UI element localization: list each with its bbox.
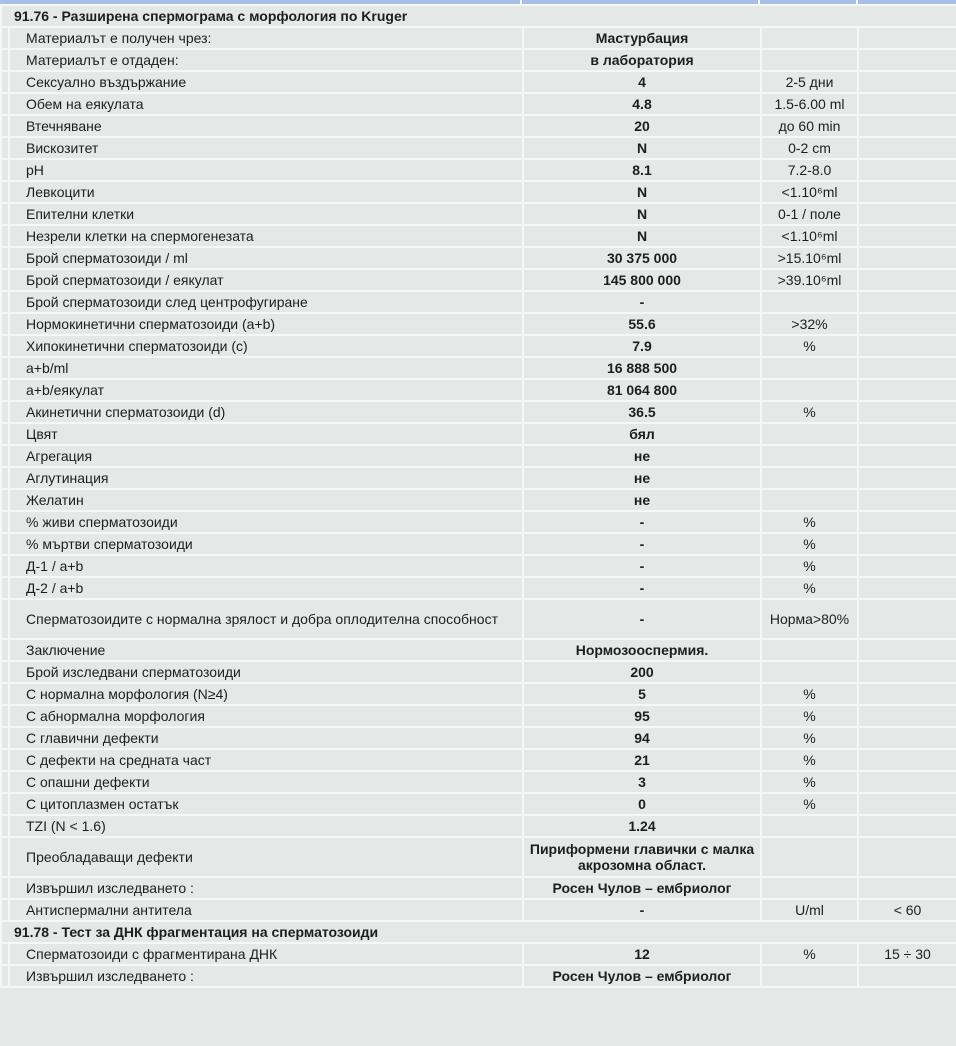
test-reference — [858, 335, 956, 357]
test-value: - — [523, 599, 761, 639]
table-row — [1, 489, 956, 511]
test-value: - — [523, 577, 761, 599]
table-row — [1, 423, 956, 445]
indent-cell — [1, 291, 9, 313]
test-unit: % — [761, 705, 858, 727]
test-name: Обем на еякулата — [9, 93, 523, 115]
test-value: - — [523, 899, 761, 921]
test-value: 12 — [523, 943, 761, 965]
section-title: 91.76 - Разширена спермограма с морфология по Kruger — [1, 5, 956, 27]
test-name: Сексуално въздържание — [9, 71, 523, 93]
test-reference — [858, 313, 956, 335]
test-unit — [761, 291, 858, 313]
test-name: TZI (N < 1.6) — [9, 815, 523, 837]
test-value: Пириформени главички с малка акрозомна област. — [523, 837, 761, 877]
test-unit — [761, 815, 858, 837]
test-value: N — [523, 225, 761, 247]
test-unit: <1.10⁶ml — [761, 225, 858, 247]
test-value: 7.9 — [523, 335, 761, 357]
table-row — [1, 793, 956, 815]
test-unit — [761, 49, 858, 71]
indent-cell — [1, 247, 9, 269]
section-title: 91.78 - Тест за ДНК фрагментация на сперматозоиди — [1, 921, 956, 943]
indent-cell — [1, 639, 9, 661]
test-value: 81 064 800 — [523, 379, 761, 401]
indent-cell — [1, 727, 9, 749]
table-row — [1, 49, 956, 71]
test-name: Сперматозоиди с фрагментирана ДНК — [9, 943, 523, 965]
indent-cell — [1, 379, 9, 401]
table-row — [1, 159, 956, 181]
test-name: Епителни клетки — [9, 203, 523, 225]
indent-cell — [1, 269, 9, 291]
indent-cell — [1, 71, 9, 93]
test-reference — [858, 661, 956, 683]
test-reference — [858, 837, 956, 877]
indent-cell — [1, 357, 9, 379]
test-name: Извършил изследването : — [9, 965, 523, 987]
test-unit — [761, 467, 858, 489]
test-unit — [761, 423, 858, 445]
indent-cell — [1, 577, 9, 599]
test-name: Брой сперматозоиди / ml — [9, 247, 523, 269]
test-name: Желатин — [9, 489, 523, 511]
table-row — [1, 899, 956, 921]
test-name: Аглутинация — [9, 467, 523, 489]
indent-cell — [1, 401, 9, 423]
test-unit — [761, 357, 858, 379]
test-name: С главични дефекти — [9, 727, 523, 749]
table-row — [1, 599, 956, 639]
test-unit: 1.5-6.00 ml — [761, 93, 858, 115]
section-header — [1, 921, 956, 943]
test-unit: >15.10⁶ml — [761, 247, 858, 269]
table-row — [1, 27, 956, 49]
test-reference: 15 ÷ 30 — [858, 943, 956, 965]
test-reference — [858, 115, 956, 137]
test-name: Нормокинетични сперматозоиди (a+b) — [9, 313, 523, 335]
test-reference: < 60 — [858, 899, 956, 921]
indent-cell — [1, 423, 9, 445]
test-unit: % — [761, 335, 858, 357]
test-value: 0 — [523, 793, 761, 815]
table-row — [1, 511, 956, 533]
test-value: не — [523, 445, 761, 467]
test-name: % мъртви сперматозоиди — [9, 533, 523, 555]
section-header — [1, 5, 956, 27]
test-name: % живи сперматозоиди — [9, 511, 523, 533]
test-reference — [858, 815, 956, 837]
indent-cell — [1, 49, 9, 71]
test-name: Вискозитет — [9, 137, 523, 159]
test-value: 5 — [523, 683, 761, 705]
indent-cell — [1, 27, 9, 49]
indent-cell — [1, 599, 9, 639]
indent-cell — [1, 225, 9, 247]
test-reference — [858, 71, 956, 93]
indent-cell — [1, 203, 9, 225]
test-unit: % — [761, 683, 858, 705]
test-name: Д-2 / a+b — [9, 577, 523, 599]
indent-cell — [1, 467, 9, 489]
test-reference — [858, 203, 956, 225]
test-reference — [858, 599, 956, 639]
test-value: 8.1 — [523, 159, 761, 181]
test-reference — [858, 379, 956, 401]
test-reference — [858, 225, 956, 247]
test-value: не — [523, 467, 761, 489]
test-name: С цитоплазмен остатък — [9, 793, 523, 815]
table-row — [1, 815, 956, 837]
indent-cell — [1, 555, 9, 577]
test-reference — [858, 159, 956, 181]
indent-cell — [1, 899, 9, 921]
test-reference — [858, 705, 956, 727]
test-value: Мастурбация — [523, 27, 761, 49]
test-name: С абнормална морфология — [9, 705, 523, 727]
test-value: - — [523, 511, 761, 533]
table-row — [1, 771, 956, 793]
test-reference — [858, 27, 956, 49]
test-reference — [858, 423, 956, 445]
table-row — [1, 181, 956, 203]
table-row — [1, 445, 956, 467]
test-value: 1.24 — [523, 815, 761, 837]
test-value: 55.6 — [523, 313, 761, 335]
indent-cell — [1, 445, 9, 467]
test-unit: >39.10⁶ml — [761, 269, 858, 291]
test-value: N — [523, 181, 761, 203]
indent-cell — [1, 137, 9, 159]
test-name: Хипокинетични сперматозоиди (c) — [9, 335, 523, 357]
test-reference — [858, 93, 956, 115]
test-name: a+b/еякулат — [9, 379, 523, 401]
indent-cell — [1, 793, 9, 815]
test-reference — [858, 269, 956, 291]
table-row — [1, 943, 956, 965]
table-row — [1, 661, 956, 683]
test-name: Цвят — [9, 423, 523, 445]
test-reference — [858, 247, 956, 269]
test-unit: 0-1 / поле — [761, 203, 858, 225]
test-value: 4.8 — [523, 93, 761, 115]
table-row — [1, 93, 956, 115]
test-reference — [858, 683, 956, 705]
test-reference — [858, 727, 956, 749]
table-row — [1, 115, 956, 137]
test-value: 16 888 500 — [523, 357, 761, 379]
test-value: N — [523, 137, 761, 159]
test-reference — [858, 965, 956, 987]
test-value: - — [523, 555, 761, 577]
test-name: Брой сперматозоиди след центрофугиране — [9, 291, 523, 313]
test-reference — [858, 555, 956, 577]
test-reference — [858, 489, 956, 511]
indent-cell — [1, 115, 9, 137]
test-name: Брой сперматозоиди / еякулат — [9, 269, 523, 291]
table-row — [1, 705, 956, 727]
test-unit: U/ml — [761, 899, 858, 921]
test-name: Антиспермални антитела — [9, 899, 523, 921]
test-value: бял — [523, 423, 761, 445]
test-reference — [858, 137, 956, 159]
test-unit: % — [761, 749, 858, 771]
test-unit — [761, 639, 858, 661]
indent-cell — [1, 93, 9, 115]
test-reference — [858, 877, 956, 899]
test-unit — [761, 877, 858, 899]
table-row — [1, 467, 956, 489]
test-reference — [858, 291, 956, 313]
indent-cell — [1, 181, 9, 203]
table-row — [1, 533, 956, 555]
test-unit: % — [761, 943, 858, 965]
test-name: Брой изследвани сперматозоиди — [9, 661, 523, 683]
test-value: 21 — [523, 749, 761, 771]
test-value: 95 — [523, 705, 761, 727]
indent-cell — [1, 771, 9, 793]
table-row — [1, 401, 956, 423]
test-value: Нормозооспермия. — [523, 639, 761, 661]
test-reference — [858, 533, 956, 555]
indent-cell — [1, 749, 9, 771]
results-table — [0, 4, 956, 988]
test-reference — [858, 445, 956, 467]
test-unit: % — [761, 555, 858, 577]
test-name: Д-1 / a+b — [9, 555, 523, 577]
test-unit: % — [761, 401, 858, 423]
test-reference — [858, 639, 956, 661]
table-row — [1, 291, 956, 313]
test-name: Агрегация — [9, 445, 523, 467]
test-value: 94 — [523, 727, 761, 749]
test-reference — [858, 49, 956, 71]
test-value: Росен Чулов – ембриолог — [523, 877, 761, 899]
table-row — [1, 247, 956, 269]
test-unit — [761, 661, 858, 683]
test-value: в лаборатория — [523, 49, 761, 71]
test-name: Заключение — [9, 639, 523, 661]
test-value: N — [523, 203, 761, 225]
test-reference — [858, 511, 956, 533]
table-row — [1, 269, 956, 291]
test-value: - — [523, 533, 761, 555]
test-name: Преобладаващи дефекти — [9, 837, 523, 877]
test-unit: до 60 min — [761, 115, 858, 137]
test-unit — [761, 445, 858, 467]
table-row — [1, 683, 956, 705]
test-reference — [858, 793, 956, 815]
test-value: 200 — [523, 661, 761, 683]
test-unit: 7.2-8.0 — [761, 159, 858, 181]
test-value: 30 375 000 — [523, 247, 761, 269]
test-unit — [761, 837, 858, 877]
table-row — [1, 639, 956, 661]
table-row — [1, 965, 956, 987]
indent-cell — [1, 159, 9, 181]
test-reference — [858, 357, 956, 379]
test-value: 4 — [523, 71, 761, 93]
test-name: Материалът е отдаден: — [9, 49, 523, 71]
test-value: 20 — [523, 115, 761, 137]
test-unit — [761, 489, 858, 511]
test-unit: 2-5 дни — [761, 71, 858, 93]
test-unit — [761, 379, 858, 401]
indent-cell — [1, 705, 9, 727]
test-value: Росен Чулов – ембриолог — [523, 965, 761, 987]
indent-cell — [1, 877, 9, 899]
test-name: Незрели клетки на спермогенезата — [9, 225, 523, 247]
test-name: Извършил изследването : — [9, 877, 523, 899]
test-name: С нормална морфология (N≥4) — [9, 683, 523, 705]
indent-cell — [1, 683, 9, 705]
table-row — [1, 837, 956, 877]
test-unit: Норма>80% — [761, 599, 858, 639]
test-name: Акинетични сперматозоиди (d) — [9, 401, 523, 423]
test-reference — [858, 771, 956, 793]
table-row — [1, 577, 956, 599]
test-unit: <1.10⁶ml — [761, 181, 858, 203]
test-name: Материалът е получен чрез: — [9, 27, 523, 49]
indent-cell — [1, 965, 9, 987]
indent-cell — [1, 837, 9, 877]
test-reference — [858, 467, 956, 489]
test-unit: % — [761, 771, 858, 793]
table-header-bar — [0, 0, 956, 4]
test-value: 36.5 — [523, 401, 761, 423]
test-unit: % — [761, 577, 858, 599]
table-row — [1, 313, 956, 335]
table-row — [1, 555, 956, 577]
test-unit: % — [761, 793, 858, 815]
table-row — [1, 749, 956, 771]
table-row — [1, 379, 956, 401]
test-value: не — [523, 489, 761, 511]
test-reference — [858, 401, 956, 423]
table-row — [1, 225, 956, 247]
table-row — [1, 727, 956, 749]
test-value: - — [523, 291, 761, 313]
table-row — [1, 877, 956, 899]
table-row — [1, 357, 956, 379]
test-reference — [858, 749, 956, 771]
indent-cell — [1, 489, 9, 511]
test-unit: % — [761, 727, 858, 749]
test-name: Левкоцити — [9, 181, 523, 203]
indent-cell — [1, 815, 9, 837]
test-unit: 0-2 cm — [761, 137, 858, 159]
table-row — [1, 203, 956, 225]
table-row — [1, 71, 956, 93]
test-unit: % — [761, 511, 858, 533]
test-unit: % — [761, 533, 858, 555]
test-name: Сперматозоидите с нормална зрялост и добра оплодителна способност — [9, 599, 523, 639]
indent-cell — [1, 313, 9, 335]
test-name: С опашни дефекти — [9, 771, 523, 793]
test-value: 3 — [523, 771, 761, 793]
test-reference — [858, 577, 956, 599]
test-unit — [761, 27, 858, 49]
table-row — [1, 137, 956, 159]
indent-cell — [1, 335, 9, 357]
test-name: a+b/ml — [9, 357, 523, 379]
indent-cell — [1, 661, 9, 683]
test-name: pH — [9, 159, 523, 181]
test-unit — [761, 965, 858, 987]
test-value: 145 800 000 — [523, 269, 761, 291]
test-reference — [858, 181, 956, 203]
test-name: Втечняване — [9, 115, 523, 137]
table-row — [1, 335, 956, 357]
test-name: С дефекти на средната част — [9, 749, 523, 771]
indent-cell — [1, 511, 9, 533]
test-unit: >32% — [761, 313, 858, 335]
indent-cell — [1, 533, 9, 555]
indent-cell — [1, 943, 9, 965]
